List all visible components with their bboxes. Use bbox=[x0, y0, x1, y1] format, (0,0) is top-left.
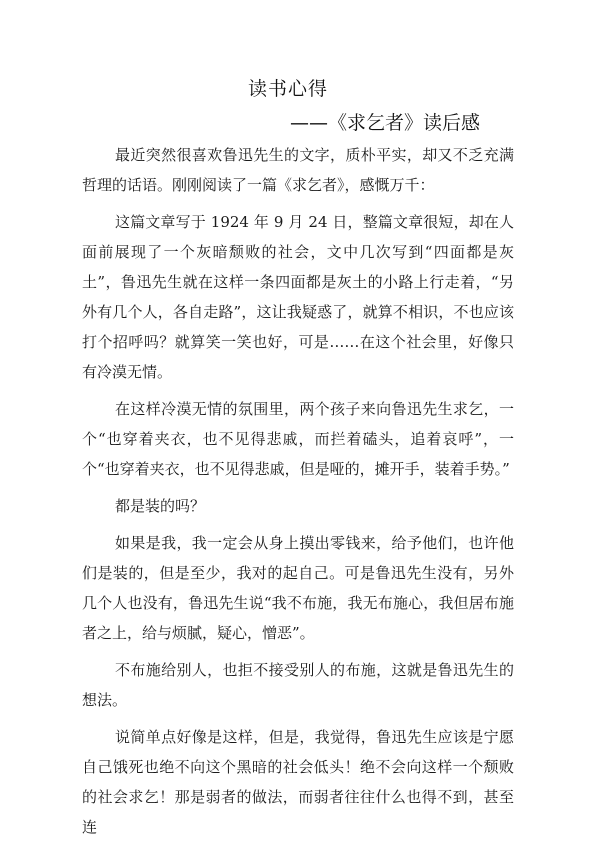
paragraph-if-me: 如果是我，我一定会从身上摸出零钱来，给予他们，也许他们是装的，但是至少，我对的起自己。可是鲁迅先生没有，另外几个人也没有，鲁迅先生说“我不布施，我无布施心，我但居布施者之上，给与烦腻，疑心，憎恶”。 bbox=[82, 534, 514, 642]
document-body bbox=[82, 140, 514, 842]
paragraph-no-alms: 不布施给别人，也拒不接受别人的布施，这就是鲁迅先生的想法。 bbox=[82, 661, 514, 709]
paragraph-question: 都是装的吗？ bbox=[115, 497, 206, 515]
document-title: 读书心得 bbox=[248, 78, 329, 100]
paragraph-intro: 最近突然很喜欢鲁迅先生的文字，质朴平实，却又不乏充满哲理的话语。刚刚阅读了一篇《求乞者》，感慨万千： bbox=[82, 146, 514, 194]
paragraph-context: 这篇文章写于 1924 年 9 月 24 日，整篇文章很短，却在人面前展现了一个灰暗颓败的社会，文中几次写到“四面都是灰土”，鲁迅先生就在这样一条四面都是灰土的小路上行走着，“另外有几个人，各自走路”，这让我疑惑了，就算不相识，不也应该打个招呼吗？就算笑一笑也好，可是……在这个社会里，好像只有冷漠无情。 bbox=[82, 213, 514, 381]
paragraph-conclusion: 说简单点好像是这样，但是，我觉得，鲁迅先生应该是宁愿自己饿死也绝不向这个黑暗的社会低头！绝不会向这样一个颓败的社会求乞！那是弱者的做法，而弱者往往什么也得不到，甚至连 bbox=[82, 728, 514, 836]
document-subtitle: ——《求乞者》读后感 bbox=[290, 112, 481, 134]
paragraph-children: 在这样冷漠无情的氛围里，两个孩子来向鲁迅先生求乞，一个“也穿着夹衣，也不见得悲戚，而拦着磕头，追着哀呼”，一个“也穿着夹衣，也不见得悲戚，但是哑的，摊开手，装着手势。” bbox=[82, 400, 514, 478]
